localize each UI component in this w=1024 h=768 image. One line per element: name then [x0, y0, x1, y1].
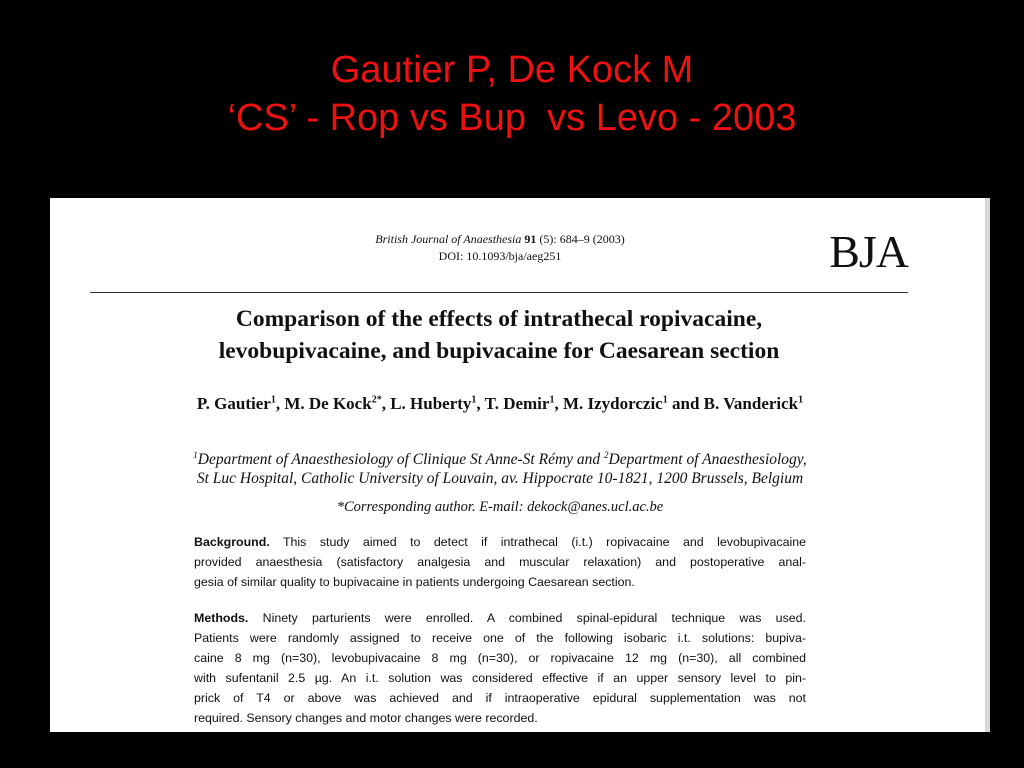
methods-line-5: prick of T4 or above was achieved and if intraoperative epidural supplementation was not — [194, 691, 806, 705]
paper-screenshot — [50, 198, 990, 732]
author-list — [50, 394, 950, 414]
author-name: T. Demir — [484, 394, 550, 413]
background-label: Background. — [194, 535, 270, 549]
slide-title — [0, 46, 1024, 142]
methods-line-6: required. Sensory changes and motor changes were recorded. — [194, 711, 538, 725]
author-separator: , — [381, 394, 391, 413]
author-name: B. Vanderick — [703, 394, 799, 413]
methods-line-1 — [194, 608, 806, 628]
background-line-2: provided anaesthesia (satisfactory analgesia and muscular relaxation) and postoperative anal- — [194, 555, 806, 569]
slide-title-line-1: Gautier P, De Kock M — [330, 49, 694, 91]
affiliation-1b: Department of Anaesthesiology, — [608, 451, 807, 469]
journal-doi: DOI: 10.1093/bja/aeg251 — [438, 249, 562, 263]
author-separator: , — [554, 394, 563, 413]
author-name: L. Huberty — [390, 394, 472, 413]
author-separator: and — [667, 394, 704, 413]
author-affiliation-sup: 1 — [662, 394, 668, 406]
author-affiliation-sup: 1 — [270, 394, 276, 406]
paper-title — [90, 303, 908, 367]
corresponding-author: *Corresponding author. E-mail: dekock@anes.ucl.ac.be — [336, 499, 664, 515]
background-line-1 — [194, 532, 806, 552]
affiliation-sup-2: 2 — [604, 450, 609, 460]
author-name: M. De Kock — [284, 394, 372, 413]
paper-title-line-1: Comparison of the effects of intrathecal ropivacaine, — [235, 306, 763, 332]
author-separator: , — [476, 394, 485, 413]
journal-citation — [50, 232, 950, 247]
background-text-1: This study aimed to detect if intrathecal (i.t.) ropivacaine and levobupivacaine — [282, 535, 806, 549]
affiliation-sup-1: 1 — [193, 450, 198, 460]
bja-logo: BJA — [829, 226, 908, 277]
methods-label: Methods. — [194, 611, 249, 625]
journal-issue: (5): — [539, 232, 557, 246]
paper-scrollbar[interactable] — [985, 198, 990, 732]
author-affiliation-sup: 1 — [549, 394, 555, 406]
slide-title-line-2: ‘CS’ - Rop vs Bup vs Levo - 2003 — [227, 97, 797, 139]
abstract-methods — [194, 608, 806, 728]
author-affiliation-sup: 1 — [798, 394, 804, 406]
author-name: M. Izydorczic — [562, 394, 663, 413]
methods-text-1: Ninety parturients were enrolled. A combined spinal-epidural technique was used. — [262, 611, 806, 625]
paper-title-line-2: levobupivacaine, and bupivacaine for Caesarean section — [218, 338, 780, 364]
author-separator: , — [275, 394, 285, 413]
header-rule — [90, 292, 908, 293]
author-name: P. Gautier — [196, 394, 271, 413]
affiliation-line-2: St Luc Hospital, Catholic University of Louvain, av. Hippocrate 10-1821, 1200 Brussels, Belgium — [196, 470, 804, 487]
abstract-background — [194, 532, 806, 592]
methods-line-4: with sufentanil 2.5 µg. An i.t. solution was considered effective if an upper sensory level to pin- — [194, 671, 806, 685]
journal-name: British Journal of Anaesthesia — [375, 232, 522, 246]
methods-line-2: Patients were randomly assigned to receive one of the following isobaric i.t. solutions: bupiva- — [194, 631, 806, 645]
methods-line-3: caine 8 mg (n=30), levobupivacaine 8 mg (n=30), or ropivacaine 12 mg (n=30), all combined — [194, 651, 806, 665]
journal-volume: 91 — [524, 232, 537, 246]
journal-pages: 684–9 (2003) — [559, 232, 625, 246]
affiliation-1a: Department of Anaesthesiology of Clinique St Anne-St Rémy and — [197, 451, 605, 469]
author-affiliation-sup: 2* — [371, 394, 382, 406]
background-line-3: gesia of similar quality to bupivacaine in patients undergoing Caesarean section. — [194, 575, 635, 589]
author-affiliation-sup: 1 — [471, 394, 477, 406]
